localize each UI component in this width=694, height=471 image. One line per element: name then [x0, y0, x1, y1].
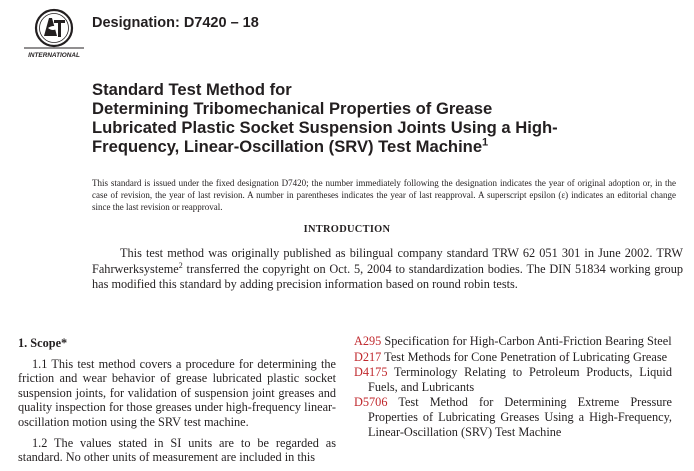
title-line-2: Determining Tribomechanical Properties of Grease [92, 99, 493, 118]
reference-link[interactable]: D5706 [354, 395, 388, 410]
issued-note: This standard is issued under the fixed designation D7420; the number immediately following the designation indicates the year of original adoption or, in the case of revision, the year of last revision. A number in parentheses indicates the year of last reapproval. A superscript epsilon (ε) indicates an editorial change since the last revision or reapproval. [92, 178, 676, 212]
referenced-documents [354, 334, 672, 440]
title-line-1: Standard Test Method for [92, 80, 292, 99]
reference-link[interactable]: D4175 [354, 365, 388, 380]
title-footnote-mark[interactable]: 1 [482, 136, 489, 149]
scope-paragraph-1: 1.1 This test method covers a procedure for determining the friction and wear behavior of grease lubricated plastic socket suspension joints, for validation of suspension joint greases and quality inspection for those greases under high-frequency linear-oscillation motion using the SRV test machine. [18, 356, 336, 429]
reference-item: A295 Specification for High-Carbon Anti-Friction Bearing Steel [354, 334, 672, 348]
reference-item: D5706 Test Method for Determining Extreme Pressure Properties of Lubricating Greases Using a High-Frequency, Linear-Oscillation (SRV) Test Machine [354, 395, 672, 439]
title-line-4: Frequency, Linear-Oscillation (SRV) Test Machine$^1$ [92, 136, 489, 156]
astm-logo [18, 6, 90, 62]
reference-link[interactable]: A295 [354, 334, 382, 348]
introduction-heading: INTRODUCTION [303, 224, 391, 235]
title-line-3: Lubricated Plastic Socket Suspension Joints Using a High- [92, 118, 558, 137]
reference-item: D4175 Terminology Relating to Petroleum Products, Liquid Fuels, and Lubricants [354, 365, 672, 394]
reference-link[interactable]: D217 [354, 349, 382, 364]
astm-logo-icon [18, 6, 90, 62]
logo-text: INTERNATIONAL [28, 52, 80, 59]
designation: Designation: D7420 – 18 [92, 15, 259, 31]
introduction-text: This test method was originally published as bilingual company standard TRW 62 051 301 in June 2002. TRW Fahrwerksysteme$^2$ transferred the copyright on Oct. 5, 2004 to standardization bodies. The DIN 51834 working group has modified this standard by adding precision information based on round robin tests. [92, 246, 683, 292]
intro-footnote-mark[interactable]: 2 [178, 260, 183, 270]
scope-heading: 1. Scope* [18, 336, 68, 350]
document-title [92, 80, 682, 156]
scope-paragraph-2: 1.2 The values stated in SI units are to be regarded as standard. No other units of measurement are included in this [18, 435, 336, 465]
reference-item: D217 Test Methods for Cone Penetration of Lubricating Grease [354, 349, 668, 364]
